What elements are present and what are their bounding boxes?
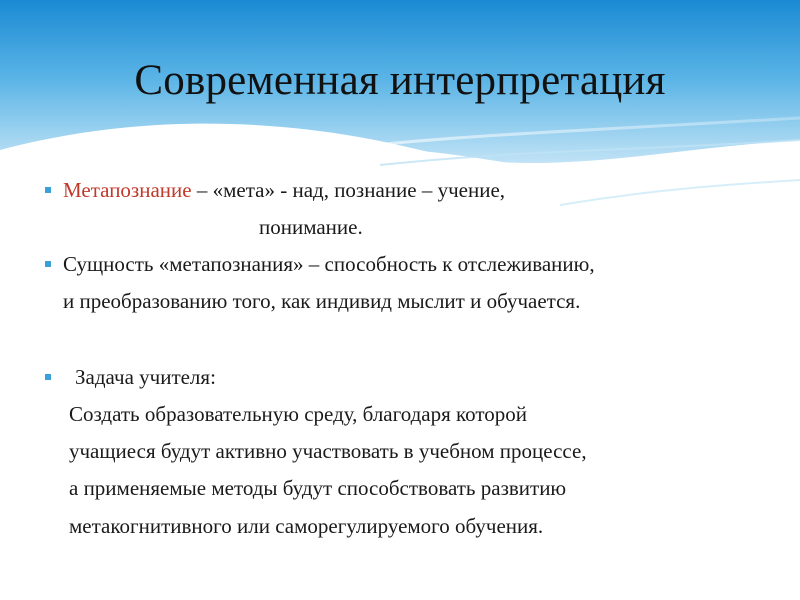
page-title: Современная интерпретация (134, 57, 666, 104)
bullet-marker (45, 261, 51, 267)
bullet-marker (45, 374, 51, 380)
teacher-task-line: метакогнитивного или саморегулируемого обучения. (69, 514, 544, 538)
bullet-item-1-line2: понимание. (259, 215, 363, 239)
teacher-task-line: а применяемые методы будут способствовать развитию (69, 476, 567, 500)
teacher-task-line: Создать образовательную среду, благодаря которой (69, 402, 528, 426)
bullet-item-2-line1: Сущность «метапознания» – способность к отслеживанию, (63, 252, 595, 276)
term-definition: – «мета» - над, познание – учение, (191, 178, 506, 202)
bullet-item-2-line2: и преобразованию того, как индивид мыслит и обучается. (63, 289, 581, 313)
bullet-item-1-line1 (63, 176, 505, 204)
term-metapoznanie: Метапознание (63, 178, 192, 202)
teacher-task-heading: Задача учителя: (75, 365, 216, 389)
bullet-marker (45, 187, 51, 193)
teacher-task-line: учащиеся будут активно участвовать в учебном процессе, (69, 439, 587, 463)
